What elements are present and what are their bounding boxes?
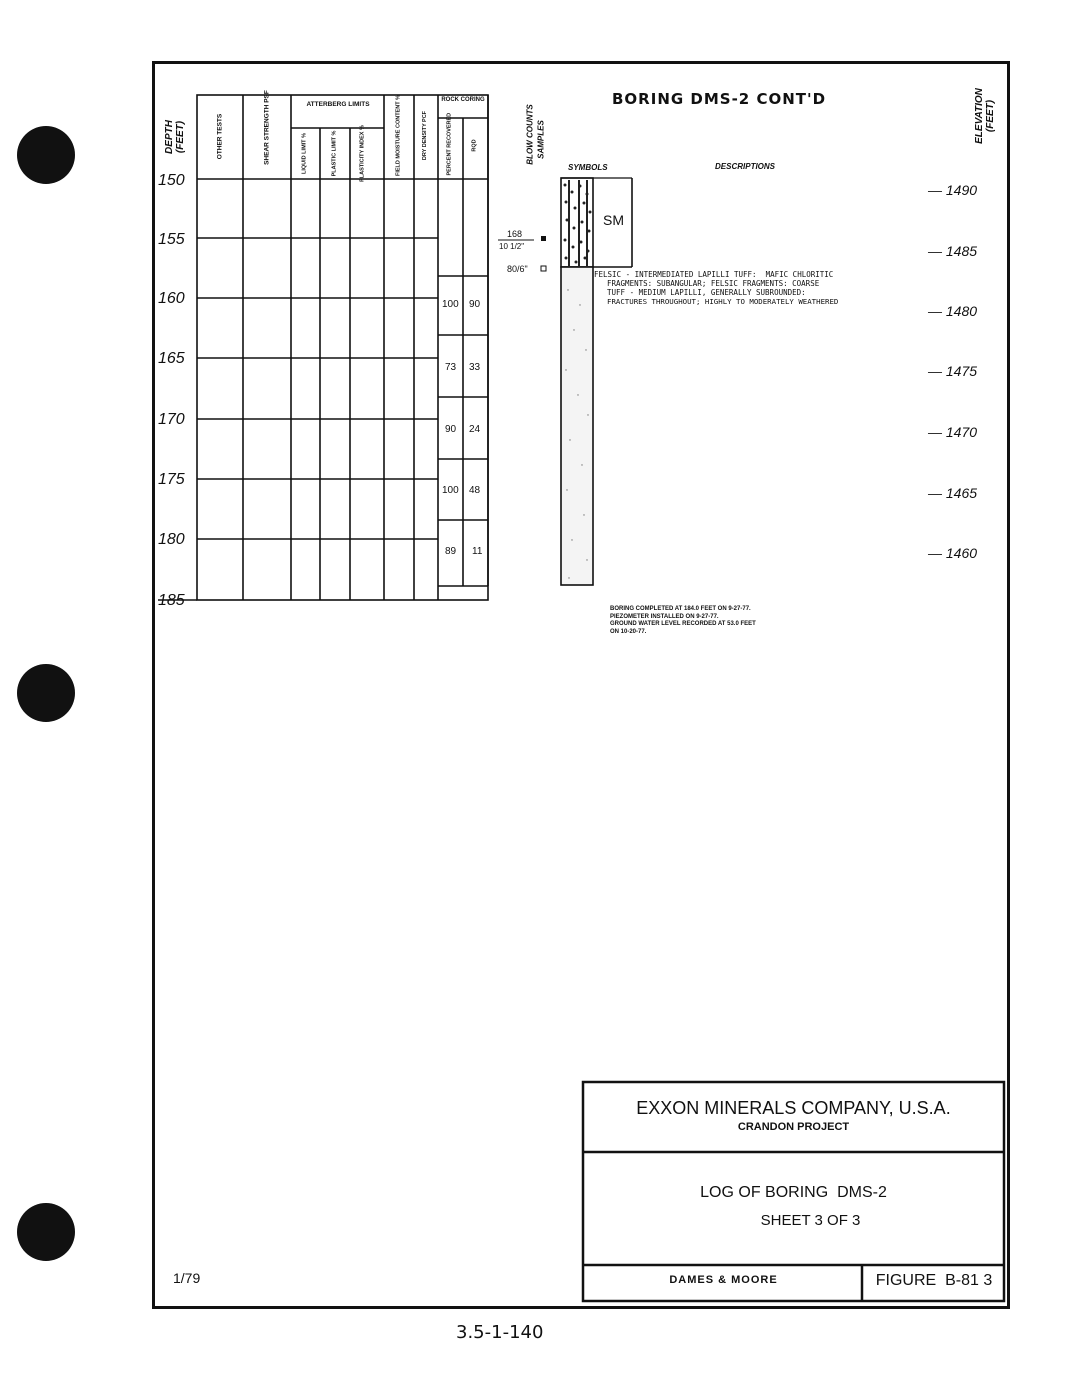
core-recovered: 100 [442, 485, 459, 496]
description-line: FRACTURES THROUGHOUT; HIGHLY TO MODERATELY WEATHERED [607, 297, 839, 306]
core-recovered: 73 [445, 362, 457, 373]
description-line: TUFF - MEDIUM LAPILLI, GENERALLY SUBROUNDED: [607, 288, 806, 297]
col-rqd: RQD [471, 139, 478, 152]
note-line: GROUND WATER LEVEL RECORDED AT 53.0 FEET [610, 621, 756, 627]
core-rqd: 48 [469, 485, 481, 496]
col-liquid-limit: LIQUID LIMIT % [301, 133, 308, 174]
elevation-tick: — 1475 [928, 363, 978, 379]
samples-header: SAMPLES [536, 120, 546, 159]
core-rqd: 90 [469, 299, 481, 310]
note-line: BORING COMPLETED AT 184.0 FEET ON 9-27-77. [610, 606, 751, 612]
blow-counts-header: BLOW COUNTS [525, 104, 535, 165]
company-name: EXXON MINERALS COMPANY, U.S.A. [636, 1098, 951, 1118]
elevation-tick: — 1470 [928, 424, 978, 440]
depth-tick: 165 [158, 350, 185, 367]
blow-count-refusal: 80/6" [507, 264, 528, 274]
elevation-tick: — 1490 [928, 182, 978, 198]
page-number: 3.5-1-140 [456, 1322, 544, 1343]
core-rqd: 11 [472, 546, 483, 557]
note-line: PIEZOMETER INSTALLED ON 9-27-77. [610, 613, 719, 620]
col-other-tests: OTHER TESTS [216, 113, 224, 160]
col-plasticity-index: PLASTICITY INDEX % [359, 125, 366, 182]
core-recovered: 89 [445, 546, 457, 557]
core-recovered: 90 [445, 424, 457, 435]
depth-tick: 180 [158, 531, 185, 548]
core-rqd: 33 [469, 362, 481, 373]
sheet-number: SHEET 3 OF 3 [760, 1212, 861, 1229]
depth-tick: 150 [158, 172, 185, 189]
col-atterberg-limits: ATTERBERG LIMITS [306, 101, 370, 108]
note-line: ON 10-20-77. [610, 628, 647, 635]
date-code: 1/79 [173, 1270, 201, 1286]
project-name: CRANDON PROJECT [737, 1121, 850, 1133]
description-line: FELSIC - INTERMEDIATED LAPILLI TUFF: MAFIC CHLORITIC [594, 270, 834, 279]
depth-header: DEPTH (FEET) [164, 120, 186, 154]
elevation-tick: — 1460 [928, 545, 978, 561]
elevation-header: ELEVATION (FEET) [974, 88, 996, 144]
elevation-tick: — 1480 [928, 303, 978, 319]
col-plastic-limit: PLASTIC LIMIT % [331, 130, 338, 177]
soil-symbol-label: SM [603, 212, 624, 228]
description-line: FRAGMENTS: SUBANGULAR; FELSIC FRAGMENTS: COARSE [607, 279, 820, 288]
col-rock-coring: ROCK CORING [441, 97, 485, 103]
blow-count-denominator: 10 1/2" [499, 242, 525, 251]
blow-count-numerator: 168 [507, 229, 523, 239]
core-recovered: 100 [442, 299, 459, 310]
elevation-tick: — 1465 [928, 485, 978, 501]
boring-title: BORING DMS-2 CONT'D [612, 90, 827, 108]
depth-tick: 170 [158, 411, 185, 428]
col-shear-strength: SHEAR STRENGTH PSF [263, 90, 271, 165]
symbols-header: SYMBOLS [568, 163, 608, 172]
core-rqd: 24 [469, 424, 481, 435]
firm-name: DAMES & MOORE [669, 1274, 778, 1286]
depth-tick: 155 [158, 231, 185, 248]
col-field-moisture: FIELD MOISTURE CONTENT % [395, 95, 402, 176]
col-percent-recovered: PERCENT RECOVERED [446, 112, 453, 176]
depth-tick: 160 [158, 290, 185, 307]
elevation-tick: — 1485 [928, 243, 978, 259]
depth-tick: 175 [158, 471, 185, 488]
descriptions-header: DESCRIPTIONS [715, 162, 776, 171]
log-title: LOG OF BORING DMS-2 [700, 1184, 887, 1201]
figure-number: FIGURE B-81 3 [875, 1272, 993, 1289]
depth-tick: 185 [158, 592, 185, 609]
col-dry-density: DRY DENSITY PCF [422, 110, 428, 161]
